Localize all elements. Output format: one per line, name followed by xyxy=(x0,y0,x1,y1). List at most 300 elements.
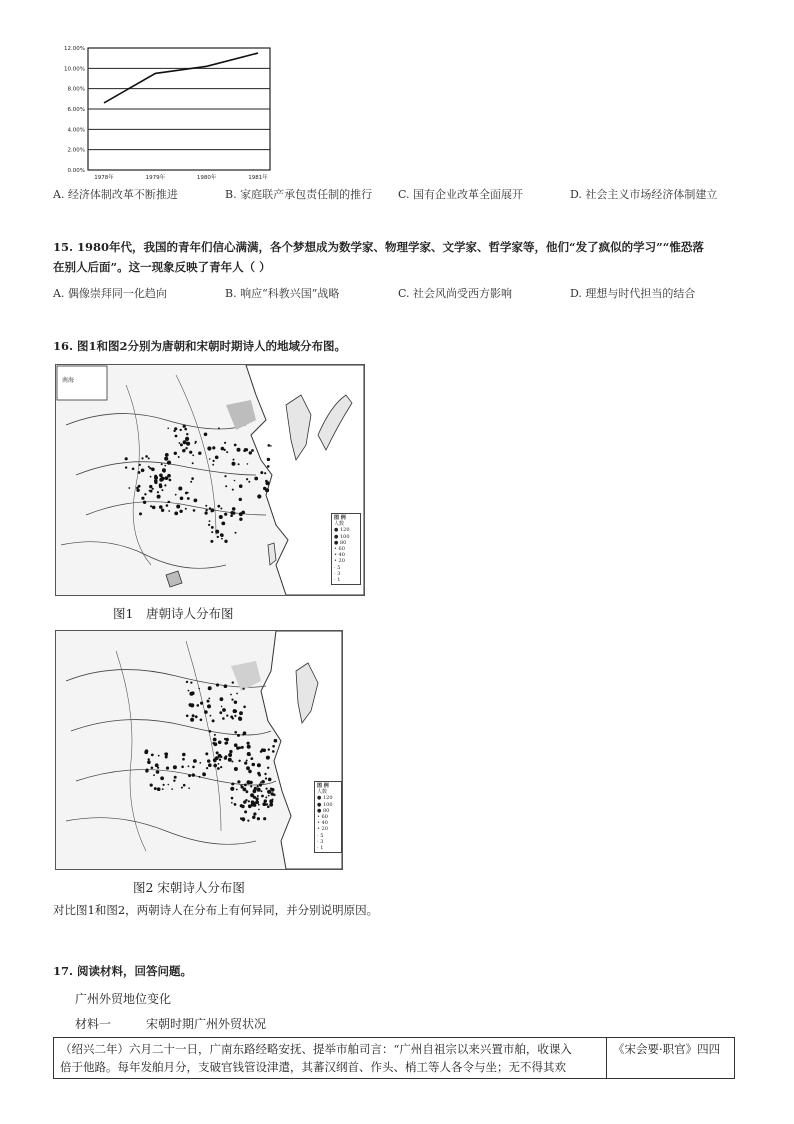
poet-dot xyxy=(247,780,251,784)
poet-dot xyxy=(243,706,246,709)
q15-option-c[interactable]: C. 社会风尚受西方影响 xyxy=(398,287,513,300)
fig2-caption: 图2 宋朝诗人分布图 xyxy=(133,880,245,895)
song-poet-map xyxy=(55,630,343,870)
poet-dot xyxy=(262,749,266,753)
poet-dot xyxy=(208,698,210,700)
poet-dot xyxy=(164,457,168,461)
poet-dot xyxy=(174,776,177,779)
poet-dot xyxy=(257,817,260,820)
poet-dot xyxy=(190,718,194,722)
poet-dot xyxy=(265,481,269,485)
poet-dot xyxy=(234,715,236,717)
poet-dot xyxy=(267,767,269,769)
q15-option-b[interactable]: B. 响应“科教兴国”战略 xyxy=(225,287,340,300)
poet-dot xyxy=(166,504,169,507)
x-tick-label: 1978年 xyxy=(94,175,114,181)
poet-dot xyxy=(198,452,201,455)
poet-dot xyxy=(192,454,194,456)
poet-dot xyxy=(179,510,182,513)
poet-dot xyxy=(234,767,238,771)
table-source-cell xyxy=(607,1038,735,1079)
q14-option-c[interactable]: C. 国有企业改革全面展开 xyxy=(398,188,524,201)
poet-dot xyxy=(219,711,222,714)
poet-dot xyxy=(193,759,197,763)
poet-dot xyxy=(209,520,211,522)
poet-dot xyxy=(188,765,190,767)
poet-dot xyxy=(159,505,163,509)
poet-dot xyxy=(220,766,222,768)
poet-dot xyxy=(206,767,208,769)
q17-stem: 17. 阅读材料，回答问题。 xyxy=(53,964,193,978)
poet-dot xyxy=(207,759,210,762)
poet-dot xyxy=(186,433,188,435)
poet-dot xyxy=(213,764,217,768)
poet-dot xyxy=(148,457,150,459)
poet-dot xyxy=(265,796,267,798)
q14-option-a[interactable]: A. 经济体制改革不断推进 xyxy=(53,188,178,201)
legend-item: · 1 xyxy=(317,845,324,852)
poet-dot xyxy=(267,465,270,468)
poet-dot xyxy=(180,443,183,446)
poet-dot xyxy=(211,526,214,529)
poet-dot xyxy=(205,505,207,507)
y-tick-label: 12.00% xyxy=(64,46,85,52)
poet-dot xyxy=(214,734,216,736)
poet-dot xyxy=(171,788,173,790)
poet-dot xyxy=(165,453,169,457)
poet-dot xyxy=(183,425,186,428)
q14-option-d[interactable]: D. 社会主义市场经济体制建立 xyxy=(570,188,718,201)
poet-dot xyxy=(212,464,214,466)
poet-dot xyxy=(199,762,201,764)
poet-dot xyxy=(145,769,148,772)
table-text-line: （绍兴二年）六月二十一日，广南东路经略安抚、提举市舶司言：“广州自祖宗以来兴置市舶，收课入 xyxy=(60,1042,572,1056)
y-tick-label: 8.00% xyxy=(67,86,85,93)
poet-dot xyxy=(220,508,222,510)
poet-dot xyxy=(248,800,250,802)
poet-dot xyxy=(232,681,234,683)
poet-dot xyxy=(267,458,270,461)
poet-dot xyxy=(260,782,262,784)
poet-dot xyxy=(188,690,190,692)
poet-dot xyxy=(162,788,164,790)
line-chart xyxy=(52,40,284,182)
y-tick-label: 6.00% xyxy=(67,107,85,113)
poet-dot xyxy=(268,795,270,797)
poet-dot xyxy=(224,475,226,477)
poet-dot xyxy=(235,532,237,534)
poet-dot xyxy=(125,457,128,460)
poet-dot xyxy=(168,510,170,512)
poet-dot xyxy=(167,474,171,478)
poet-dot xyxy=(238,717,241,720)
q17-material-title: 宋朝时期广州外贸状况 xyxy=(146,1017,267,1031)
poet-dot xyxy=(239,484,243,488)
table-text-line: 倍于他路。每年发舶月分，支破官钱管设津遣，其蕃汉纲首、作头、梢工等人各令与坐；无不得其欢 xyxy=(60,1060,566,1074)
poet-dot xyxy=(241,817,245,821)
poet-dot xyxy=(205,752,208,755)
poet-dot xyxy=(160,776,164,780)
poet-dot xyxy=(212,719,215,722)
legend-item: · 1 xyxy=(334,577,341,584)
poet-dot xyxy=(231,699,233,701)
poet-dot xyxy=(219,759,221,761)
poet-dot xyxy=(246,790,249,793)
poet-dot xyxy=(208,686,212,690)
poet-dot xyxy=(257,494,261,498)
poet-dot xyxy=(185,508,187,510)
poet-dot xyxy=(224,513,227,516)
poet-dot xyxy=(191,477,194,480)
poet-dot xyxy=(147,760,151,764)
legend-item: · 3 xyxy=(334,570,341,577)
poet-dot xyxy=(246,760,248,762)
legend-item: ● 100 xyxy=(317,801,333,808)
poet-dot xyxy=(247,820,249,822)
poet-dot xyxy=(251,800,255,804)
poet-dot xyxy=(163,784,165,786)
poet-dot xyxy=(139,512,142,515)
poet-dot xyxy=(244,762,247,765)
poet-dot xyxy=(144,493,146,495)
poet-dot xyxy=(181,787,183,789)
poet-dot xyxy=(186,715,189,718)
poet-dot xyxy=(238,760,240,762)
poet-dot xyxy=(237,780,240,783)
poet-dot xyxy=(204,710,208,714)
poet-dot xyxy=(274,739,278,743)
legend-title: 图 例 xyxy=(334,515,346,521)
song-legend xyxy=(314,781,342,853)
poet-dot xyxy=(250,793,254,797)
poet-dot xyxy=(247,752,251,756)
poet-dot xyxy=(207,704,211,708)
poet-dot xyxy=(232,507,236,511)
poet-dot xyxy=(192,462,194,464)
poet-dot xyxy=(209,730,212,733)
poet-dot xyxy=(260,471,263,474)
poet-dot xyxy=(244,784,247,787)
poet-dot xyxy=(154,787,157,790)
poet-dot xyxy=(254,787,257,790)
poet-dot xyxy=(234,480,236,482)
poet-dot xyxy=(143,501,146,504)
q14-option-b[interactable]: B. 家庭联产承包责任制的推行 xyxy=(225,188,373,201)
poet-dot xyxy=(166,767,169,770)
poet-dot xyxy=(237,734,240,737)
legend-item: • 40 xyxy=(317,820,328,827)
poet-dot xyxy=(230,716,233,719)
poet-dot xyxy=(264,773,266,775)
poet-dot xyxy=(141,497,144,500)
poet-dot xyxy=(214,742,218,746)
poet-dot xyxy=(257,763,261,767)
poet-dot xyxy=(272,799,274,801)
poet-dot xyxy=(204,433,208,437)
poet-dot xyxy=(197,704,200,707)
poet-dot xyxy=(151,767,154,770)
poet-dot xyxy=(163,470,166,473)
poet-dot xyxy=(138,485,141,488)
poet-dot xyxy=(159,478,163,482)
poet-dot xyxy=(186,681,188,683)
x-tick-label: 1980年 xyxy=(196,175,217,181)
q15-stem-line1: 15. 1980年代，我国的青年们信心满满，各个梦想成为数学家、物理学家、文学家、哲学家等，他们“发了疯似的学习”“惟恐落 xyxy=(53,240,704,254)
poet-dot xyxy=(221,538,223,540)
poet-dot xyxy=(213,758,217,762)
poet-dot xyxy=(149,490,151,492)
poet-dot xyxy=(228,758,232,762)
poet-dot xyxy=(232,783,235,786)
poet-dot xyxy=(198,688,200,690)
table-source: 《宋会要·职官》四四 xyxy=(613,1042,721,1056)
inset-label: 南海 xyxy=(62,377,75,384)
poet-dot xyxy=(151,468,155,472)
poet-dot xyxy=(231,797,234,800)
q15-option-d[interactable]: D. 理想与时代担当的结合 xyxy=(570,287,696,300)
poet-dot xyxy=(192,714,195,717)
poet-dot xyxy=(268,444,271,447)
poet-dot xyxy=(272,750,275,753)
poet-dot xyxy=(236,746,239,749)
poet-dot xyxy=(205,512,208,515)
poet-dot xyxy=(242,734,244,736)
poet-dot xyxy=(154,481,157,484)
poet-dot xyxy=(182,758,185,761)
poet-dot xyxy=(221,706,223,708)
poet-dot xyxy=(251,449,254,452)
x-tick-label: 1981年 xyxy=(248,175,268,181)
poet-dot xyxy=(216,751,219,754)
poet-dot xyxy=(159,474,163,478)
poet-dot xyxy=(188,774,191,777)
poet-dot xyxy=(190,682,192,684)
poet-dot xyxy=(180,429,182,431)
poet-dot xyxy=(157,495,161,499)
poet-dot xyxy=(265,777,267,779)
poet-dot xyxy=(272,745,275,748)
poet-dot xyxy=(247,463,249,465)
poet-dot xyxy=(230,514,233,517)
poet-dot xyxy=(167,501,169,503)
poet-dot xyxy=(207,700,210,703)
poet-dot xyxy=(224,442,226,444)
poet-dot xyxy=(187,492,189,494)
poet-dot xyxy=(222,717,225,720)
poet-dot xyxy=(243,800,246,803)
poet-dot xyxy=(215,456,219,460)
poet-dot xyxy=(234,803,237,806)
poet-dot xyxy=(225,485,227,487)
poet-dot xyxy=(270,788,272,790)
poet-dot xyxy=(224,540,227,543)
poet-dot xyxy=(211,508,215,512)
poet-dot xyxy=(253,812,256,815)
poet-dot xyxy=(202,773,206,777)
poet-dot xyxy=(219,515,223,519)
poet-dot xyxy=(192,766,195,769)
poet-dot xyxy=(178,487,182,491)
poet-dot xyxy=(270,445,272,447)
poet-dot xyxy=(152,506,156,510)
q17-material-label: 材料一 xyxy=(75,1017,112,1031)
poet-dot xyxy=(141,469,145,473)
poet-dot xyxy=(267,806,270,809)
poet-dot xyxy=(189,451,192,454)
poet-dot xyxy=(264,799,267,802)
poet-dot xyxy=(180,497,184,501)
poet-dot xyxy=(246,478,248,480)
poet-dot xyxy=(233,459,235,461)
poet-dot xyxy=(236,693,238,695)
poet-dot xyxy=(218,741,222,745)
poet-dot xyxy=(263,817,266,820)
poet-dot xyxy=(258,804,260,806)
poet-dot xyxy=(248,770,252,774)
poet-dot xyxy=(169,479,172,482)
poet-dot xyxy=(154,476,158,480)
poet-dot xyxy=(167,428,169,430)
poet-dot xyxy=(249,451,252,454)
poet-dot xyxy=(247,745,251,749)
poet-dot xyxy=(236,789,238,791)
poet-dot xyxy=(261,795,264,798)
poet-dot xyxy=(210,540,213,543)
poet-dot xyxy=(241,746,244,749)
poet-dot xyxy=(216,683,219,686)
poet-dot xyxy=(177,505,179,507)
poet-dot xyxy=(269,803,273,807)
poet-dot xyxy=(187,497,190,500)
poet-dot xyxy=(254,477,258,481)
fig1-caption: 图1 唐朝诗人分布图 xyxy=(113,606,234,621)
poet-dot xyxy=(161,509,164,512)
poet-dot xyxy=(209,458,211,460)
poet-dot xyxy=(239,498,242,501)
poet-dot xyxy=(156,770,160,774)
y-tick-label: 2.00% xyxy=(67,147,85,154)
poet-dot xyxy=(243,688,245,690)
poet-dot xyxy=(150,476,152,478)
legend-item: • 20 xyxy=(317,826,328,833)
poet-dot xyxy=(224,449,226,451)
poet-dot xyxy=(230,511,234,515)
legend-item: ● 100 xyxy=(334,533,350,540)
poet-dot xyxy=(148,758,150,760)
poet-dot xyxy=(244,810,247,813)
poet-dot xyxy=(259,783,262,786)
legend-sub: 人数 xyxy=(317,789,328,796)
legend-item: ● 80 xyxy=(317,807,330,814)
poet-dot xyxy=(218,763,220,765)
poet-dot xyxy=(257,795,259,797)
poet-dot xyxy=(153,774,155,776)
poet-dot xyxy=(181,766,184,769)
poet-dot xyxy=(136,489,139,492)
poet-dot xyxy=(266,788,268,790)
poet-dot xyxy=(215,530,219,534)
poet-dot xyxy=(152,488,154,490)
poet-dot xyxy=(158,755,160,757)
poet-dot xyxy=(248,804,252,808)
poet-dot xyxy=(190,703,194,707)
poet-dot xyxy=(208,763,212,767)
poet-dot xyxy=(175,494,177,496)
y-tick-label: 4.00% xyxy=(67,127,85,134)
poet-dot xyxy=(255,800,259,804)
poet-dot xyxy=(157,787,161,791)
poet-dot xyxy=(234,743,238,747)
poet-dot xyxy=(157,767,159,769)
poet-dot xyxy=(258,809,260,811)
poet-dot xyxy=(234,701,237,704)
poet-dot xyxy=(267,790,271,794)
song-map-graphic xyxy=(56,631,342,869)
legend-item: • 60 xyxy=(334,546,345,553)
q17-subtitle: 广州外贸地位变化 xyxy=(75,992,172,1006)
material-table xyxy=(53,1037,735,1079)
poet-dot xyxy=(182,449,185,452)
poet-dot xyxy=(174,512,178,516)
poet-dot xyxy=(183,784,186,787)
poet-dot xyxy=(218,754,220,756)
poet-dot xyxy=(212,446,215,449)
legend-item: · 5 xyxy=(334,564,341,571)
poet-dot xyxy=(149,485,152,488)
poet-dot xyxy=(257,788,261,792)
poet-dot xyxy=(150,784,153,787)
poet-dot xyxy=(138,471,141,474)
poet-dot xyxy=(248,481,250,483)
legend-item: · 5 xyxy=(317,832,324,839)
poet-dot xyxy=(232,489,234,491)
poet-dot xyxy=(253,803,257,807)
poet-dot xyxy=(232,462,236,466)
poet-dot xyxy=(244,448,246,450)
table-row xyxy=(54,1038,735,1079)
poet-dot xyxy=(229,750,232,753)
poet-dot xyxy=(186,442,190,446)
poet-dot xyxy=(148,466,150,468)
poet-dot xyxy=(252,816,255,819)
poet-dot xyxy=(264,472,266,474)
legend-item: • 20 xyxy=(334,558,345,565)
poet-dot xyxy=(262,802,266,806)
poet-dot xyxy=(213,460,215,462)
poet-dot xyxy=(189,692,193,696)
tang-poet-map xyxy=(55,364,365,596)
poet-dot xyxy=(258,773,260,775)
legend-item: ● 120 xyxy=(317,795,333,802)
poet-dot xyxy=(139,464,141,466)
poet-dot xyxy=(237,448,241,452)
poet-dot xyxy=(168,784,170,786)
poet-dot xyxy=(175,435,178,438)
poet-dot xyxy=(200,719,203,722)
q15-option-a[interactable]: A. 偶像崇拜同一化趋向 xyxy=(53,287,167,300)
x-tick-label: 1979年 xyxy=(145,175,166,181)
poet-dot xyxy=(184,428,187,431)
poet-dot xyxy=(161,489,163,491)
poet-dot xyxy=(125,466,127,468)
poet-dot xyxy=(178,456,180,458)
poet-dot xyxy=(190,481,192,483)
poet-dot xyxy=(224,684,228,688)
poet-dot xyxy=(183,440,187,444)
legend-sub: 人数 xyxy=(334,521,345,528)
poet-dot xyxy=(151,754,154,757)
poet-dot xyxy=(220,697,224,701)
